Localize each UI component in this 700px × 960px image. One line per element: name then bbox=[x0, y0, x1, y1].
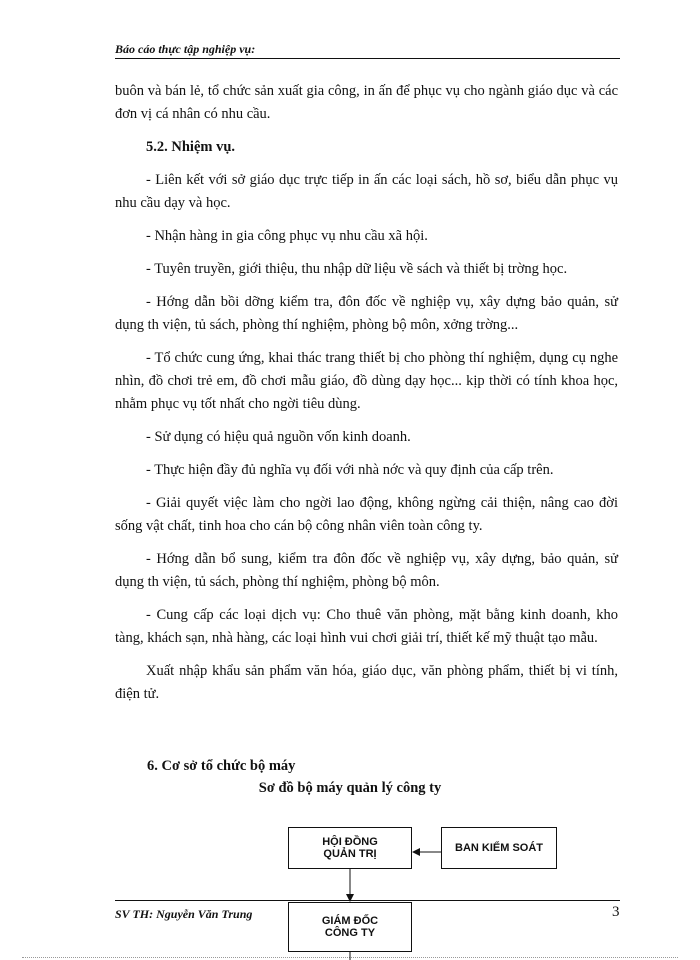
paragraph: - Nhận hàng in gia công phục vụ nhu cầu xã hội. bbox=[146, 228, 428, 244]
paragraph: - Liên kết với sở giáo dục trực tiếp in ấn các loại sách, hồ sơ, biểu dẫn phục vụ nhu cầu dạy và học. bbox=[115, 172, 618, 211]
footer-author: SV TH: Nguyễn Văn Trung bbox=[115, 907, 253, 921]
paragraph: Xuất nhập khẩu sản phẩm văn hóa, giáo dục, văn phòng phẩm, thiết bị vi tính, điện tử. bbox=[115, 663, 618, 702]
section-heading-6: 6. Cơ sở tổ chức bộ máy bbox=[147, 758, 296, 774]
paragraph: - Hớng dẫn bồi dỡng kiểm tra, đôn đốc về nghiệp vụ, xây dựng bảo quản, sử dụng th viện, tủ sách, phòng thí nghiệm, phòng bộ môn, xởng trờng... bbox=[115, 294, 618, 333]
paragraph: - Sử dụng có hiệu quả nguồn vốn kinh doanh. bbox=[146, 429, 411, 445]
director-box: GIÁM ĐỐC CÔNG TY bbox=[288, 902, 412, 952]
paragraph: - Giải quyết việc làm cho ngời lao động, không ngừng cải thiện, nâng cao đời sống vật chất, tinh hoa cho cán bộ công nhân viên toàn công ty. bbox=[115, 495, 618, 534]
page-header: Báo cáo thực tập nghiệp vụ: bbox=[115, 42, 620, 59]
paragraph: - Thực hiện đầy đủ nghĩa vụ đối với nhà nớc và quy định của cấp trên. bbox=[146, 462, 554, 478]
paragraph: - Hớng dẫn bổ sung, kiểm tra đôn đốc về nghiệp vụ, xây dựng, bảo quản, sử dụng th viện, tủ sách, phòng thí nghiệm, phòng bộ môn. bbox=[115, 551, 618, 590]
paragraph: buôn và bán lẻ, tổ chức sản xuất gia công, in ấn để phục vụ cho ngành giáo dục và các đơn vị cá nhân có nhu cầu. bbox=[115, 83, 618, 122]
paragraph: - Tổ chức cung ứng, khai thác trang thiết bị cho phòng thí nghiệm, dụng cụ nghe nhìn, đồ chơi trẻ em, đồ chơi mẫu giáo, đồ dùng dạy học... kịp thời có tính khoa học, nhằm phục vụ tốt nhất cho ngời tiêu dùng. bbox=[115, 350, 618, 412]
paragraph: - Cung cấp các loại dịch vụ: Cho thuê văn phòng, mặt bằng kinh doanh, kho tàng, khách sạn, nhà hàng, các loại hình vui chơi giải trí, thiết kế mỹ thuật tạo mẫu. bbox=[115, 607, 618, 646]
section-heading-5-2: 5.2. Nhiệm vụ. bbox=[146, 139, 236, 155]
paragraph: - Tuyên truyền, giới thiệu, thu nhập dữ liệu về sách và thiết bị trờng học. bbox=[146, 261, 568, 277]
page-number: 3 bbox=[612, 904, 620, 920]
board-of-directors-box: HỘI ĐỒNG QUẢN TRỊ bbox=[288, 827, 412, 869]
org-chart-title: Sơ đồ bộ máy quản lý công ty bbox=[258, 780, 442, 796]
supervisory-board-box: BAN KIỂM SOÁT bbox=[441, 827, 557, 869]
